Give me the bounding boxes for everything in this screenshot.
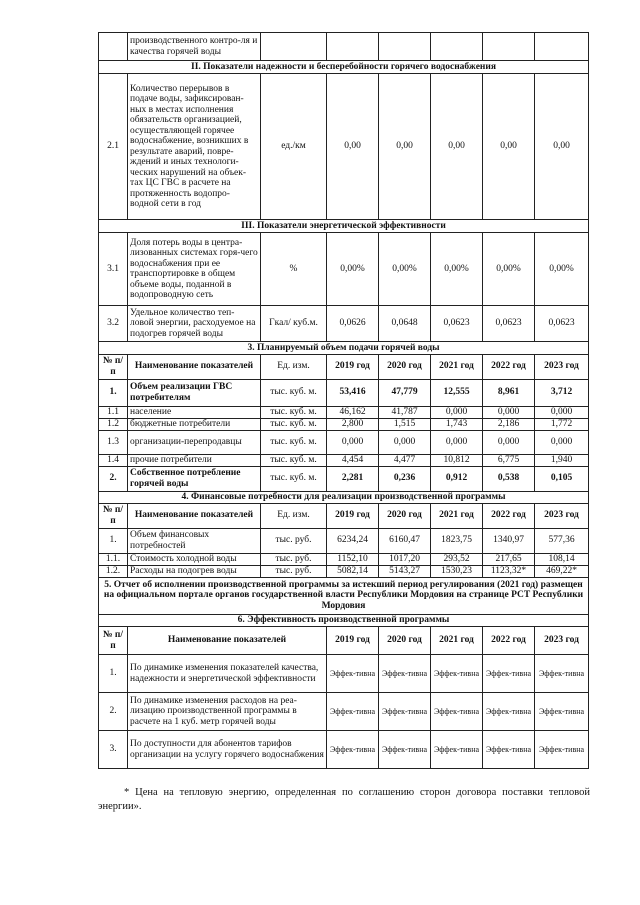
value: 3,712 <box>535 379 589 406</box>
value: 2,281 <box>327 466 379 491</box>
value: 0,000 <box>483 430 535 454</box>
value: 0,000 <box>431 430 483 454</box>
efficiency-value: Эффек-тивна <box>431 731 483 769</box>
value: 469,22* <box>535 565 589 577</box>
table-row <box>99 430 589 454</box>
value: 4,477 <box>379 454 431 466</box>
efficiency-value: Эффек-тивна <box>379 731 431 769</box>
value: 0,000 <box>379 430 431 454</box>
value: 217,65 <box>483 553 535 565</box>
efficiency-value: Эффек-тивна <box>327 693 379 731</box>
efficiency-table <box>98 615 589 770</box>
row-name: население <box>128 406 261 418</box>
table-row <box>99 466 589 491</box>
row-3-2 <box>99 306 589 342</box>
value: 2,186 <box>483 418 535 430</box>
table-row <box>99 731 589 769</box>
header-year: 2019 год <box>327 354 379 379</box>
row-name: По доступности для абонентов тарифов организации на услугу горячего водоснабжения <box>128 731 327 769</box>
value: 1,743 <box>431 418 483 430</box>
value: 1,940 <box>535 454 589 466</box>
table-row <box>99 528 589 553</box>
efficiency-value: Эффек-тивна <box>483 655 535 693</box>
header-year: 2021 год <box>431 503 483 528</box>
row-name: Расходы на подогрев воды <box>128 565 261 577</box>
row-unit: тыс. руб. <box>261 528 327 553</box>
header-year: 2022 год <box>483 503 535 528</box>
efficiency-value: Эффек-тивна <box>379 693 431 731</box>
table-3-title: 3. Планируемый объем подачи горячей воды <box>99 342 589 354</box>
row-unit: тыс. руб. <box>261 565 327 577</box>
row-num: 3.1 <box>99 233 128 306</box>
row-num: 1.2. <box>99 565 128 577</box>
indicator-table <box>98 32 589 342</box>
table-row <box>99 565 589 577</box>
section-2-title: II. Показатели надежности и бесперебойности горячего водоснабжения <box>99 61 589 74</box>
value-2023: 0,00% <box>535 233 589 306</box>
header-name: Наименование показателей <box>128 503 261 528</box>
row-num: 1.1 <box>99 406 128 418</box>
row-name: Объем реализации ГВС потребителям <box>128 379 261 406</box>
value: 6,775 <box>483 454 535 466</box>
header-year: 2022 год <box>483 354 535 379</box>
value: 577,36 <box>535 528 589 553</box>
row-num: 1. <box>99 528 128 553</box>
header-year: 2020 год <box>379 503 431 528</box>
row-unit: % <box>261 233 327 306</box>
value: 1152,10 <box>327 553 379 565</box>
value-2020: 0,00% <box>379 233 431 306</box>
row-name: бюджетные потребители <box>128 418 261 430</box>
value-2019: 0,00 <box>327 74 379 220</box>
value-2020: 0,00 <box>379 74 431 220</box>
value: 0,000 <box>327 430 379 454</box>
table-4-header <box>99 503 589 528</box>
row-num: 3. <box>99 731 128 769</box>
row-unit: тыс. руб. <box>261 553 327 565</box>
table-row <box>99 655 589 693</box>
footnote: * Цена на тепловую энергию, определенная по соглашению сторон договора поставки тепловой энергии». <box>98 787 590 812</box>
value: 0,000 <box>483 406 535 418</box>
value: 0,538 <box>483 466 535 491</box>
efficiency-value: Эффек-тивна <box>483 731 535 769</box>
value: 4,454 <box>327 454 379 466</box>
value-2022: 0,00% <box>483 233 535 306</box>
value: 1017,20 <box>379 553 431 565</box>
value-2023: 0,0623 <box>535 306 589 342</box>
efficiency-value: Эффек-тивна <box>535 693 589 731</box>
efficiency-value: Эффек-тивна <box>431 655 483 693</box>
value: 12,555 <box>431 379 483 406</box>
header-year: 2021 год <box>431 354 483 379</box>
row-name: Количество перерывов в подаче воды, зафиксирован-ных в местах исполнения обязательств организацией, осуществляющей горячее водоснабжение, возникших в результате аварий, повре-ждений и иных технологи-ческих нарушений на объек-тах ЦС ГВС в расчете на протяженность водопро-водной сети в год <box>128 74 261 220</box>
row-unit: тыс. куб. м. <box>261 454 327 466</box>
table-row <box>99 406 589 418</box>
value: 6234,24 <box>327 528 379 553</box>
row-num: 1. <box>99 655 128 693</box>
header-year: 2021 год <box>431 627 483 655</box>
value: 1340,97 <box>483 528 535 553</box>
value-2021: 0,00% <box>431 233 483 306</box>
value: 0,000 <box>535 430 589 454</box>
header-year: 2022 год <box>483 627 535 655</box>
section-5-text: 5. Отчет об исполнении производственной программы за истекший период регулирования (2021 год) размещен на официальном портале органов государственной власти Республики Мордовия на странице РСТ Республики Мордовия <box>99 577 589 614</box>
header-year: 2019 год <box>327 627 379 655</box>
row-num: 2. <box>99 466 128 491</box>
row-unit: ед./км <box>261 74 327 220</box>
value: 1123,32* <box>483 565 535 577</box>
row-name: Собственное потребление горячей воды <box>128 466 261 491</box>
table-4-title: 4. Финансовые потребности для реализации производственной программы <box>99 491 589 503</box>
value: 1,772 <box>535 418 589 430</box>
value: 5082,14 <box>327 565 379 577</box>
row-num: 2.1 <box>99 74 128 220</box>
row-unit: Гкал/ куб.м. <box>261 306 327 342</box>
value-2022: 0,0623 <box>483 306 535 342</box>
table-row <box>99 693 589 731</box>
row-name: Доля потерь воды в центра-лизованных системах горя-чего водоснабжения при ее транспортировке в общем объеме воды, поданной в водопроводную сеть <box>128 233 261 306</box>
header-year: 2019 год <box>327 503 379 528</box>
row-unit: тыс. куб. м. <box>261 430 327 454</box>
header-year: 2023 год <box>535 354 589 379</box>
header-num: № п/п <box>99 503 128 528</box>
row-name: Удельное количество теп-ловой энергии, расходуемое на подогрев горячей воды <box>128 306 261 342</box>
value: 1,515 <box>379 418 431 430</box>
value-2022: 0,00 <box>483 74 535 220</box>
row-3-1 <box>99 233 589 306</box>
value: 6160,47 <box>379 528 431 553</box>
value: 53,416 <box>327 379 379 406</box>
section-3-title: III. Показатели энергетической эффективности <box>99 220 589 233</box>
water-volume-table <box>98 342 589 615</box>
value-2023: 0,00 <box>535 74 589 220</box>
value: 0,000 <box>535 406 589 418</box>
header-num: № п/п <box>99 354 128 379</box>
row-unit: тыс. куб. м. <box>261 406 327 418</box>
efficiency-value: Эффек-тивна <box>535 731 589 769</box>
row-unit: тыс. куб. м. <box>261 418 327 430</box>
header-name: Наименование показателей <box>128 627 327 655</box>
value: 47,779 <box>379 379 431 406</box>
value: 293,52 <box>431 553 483 565</box>
efficiency-value: Эффек-тивна <box>431 693 483 731</box>
efficiency-value: Эффек-тивна <box>483 693 535 731</box>
row-num: 1. <box>99 379 128 406</box>
value: 1823,75 <box>431 528 483 553</box>
value: 2,800 <box>327 418 379 430</box>
top-row <box>99 33 589 61</box>
value-2020: 0,0648 <box>379 306 431 342</box>
table-6-header <box>99 627 589 655</box>
row-2-1 <box>99 74 589 220</box>
row-name: Стоимость холодной воды <box>128 553 261 565</box>
header-year: 2023 год <box>535 627 589 655</box>
table-row <box>99 379 589 406</box>
row-num: 3.2 <box>99 306 128 342</box>
value: 5143,27 <box>379 565 431 577</box>
table-row <box>99 454 589 466</box>
header-num: № п/п <box>99 627 128 655</box>
row-num: 1.4 <box>99 454 128 466</box>
header-name: Наименование показателей <box>128 354 261 379</box>
value-2021: 0,0623 <box>431 306 483 342</box>
table-6-title: 6. Эффективность производственной программы <box>99 615 589 627</box>
header-year: 2023 год <box>535 503 589 528</box>
header-unit: Ед. изм. <box>261 354 327 379</box>
value-2021: 0,00 <box>431 74 483 220</box>
header-unit: Ед. изм. <box>261 503 327 528</box>
value: 108,14 <box>535 553 589 565</box>
value: 10,812 <box>431 454 483 466</box>
row-name: По динамике изменения расходов на реа-лизацию производственной программы в расчете на 1 куб. метр горячей воды <box>128 693 327 731</box>
row-name: По динамике изменения показателей качества, надежности и энергетической эффективности <box>128 655 327 693</box>
header-year: 2020 год <box>379 627 431 655</box>
value-2019: 0,00% <box>327 233 379 306</box>
table-3-header <box>99 354 589 379</box>
row-name: организации-перепродавцы <box>128 430 261 454</box>
value: 41,787 <box>379 406 431 418</box>
value: 0,236 <box>379 466 431 491</box>
row-num: 1.1. <box>99 553 128 565</box>
table-row <box>99 418 589 430</box>
header-year: 2020 год <box>379 354 431 379</box>
value: 0,105 <box>535 466 589 491</box>
row-name: Объем финансовых потребностей <box>128 528 261 553</box>
value: 1530,23 <box>431 565 483 577</box>
row-name: прочие потребители <box>128 454 261 466</box>
value-2019: 0,0626 <box>327 306 379 342</box>
value: 0,912 <box>431 466 483 491</box>
efficiency-value: Эффек-тивна <box>535 655 589 693</box>
row-unit: тыс. куб. м. <box>261 379 327 406</box>
value: 46,162 <box>327 406 379 418</box>
value: 0,000 <box>431 406 483 418</box>
efficiency-value: Эффек-тивна <box>379 655 431 693</box>
row-num: 1.3 <box>99 430 128 454</box>
efficiency-value: Эффек-тивна <box>327 655 379 693</box>
efficiency-value: Эффек-тивна <box>327 731 379 769</box>
value: 8,961 <box>483 379 535 406</box>
top-row-text: производственного контро-ля и качества горячей воды <box>128 33 261 61</box>
row-num: 1.2 <box>99 418 128 430</box>
document-page <box>98 32 588 769</box>
row-num: 2. <box>99 693 128 731</box>
table-row <box>99 553 589 565</box>
row-unit: тыс. куб. м. <box>261 466 327 491</box>
